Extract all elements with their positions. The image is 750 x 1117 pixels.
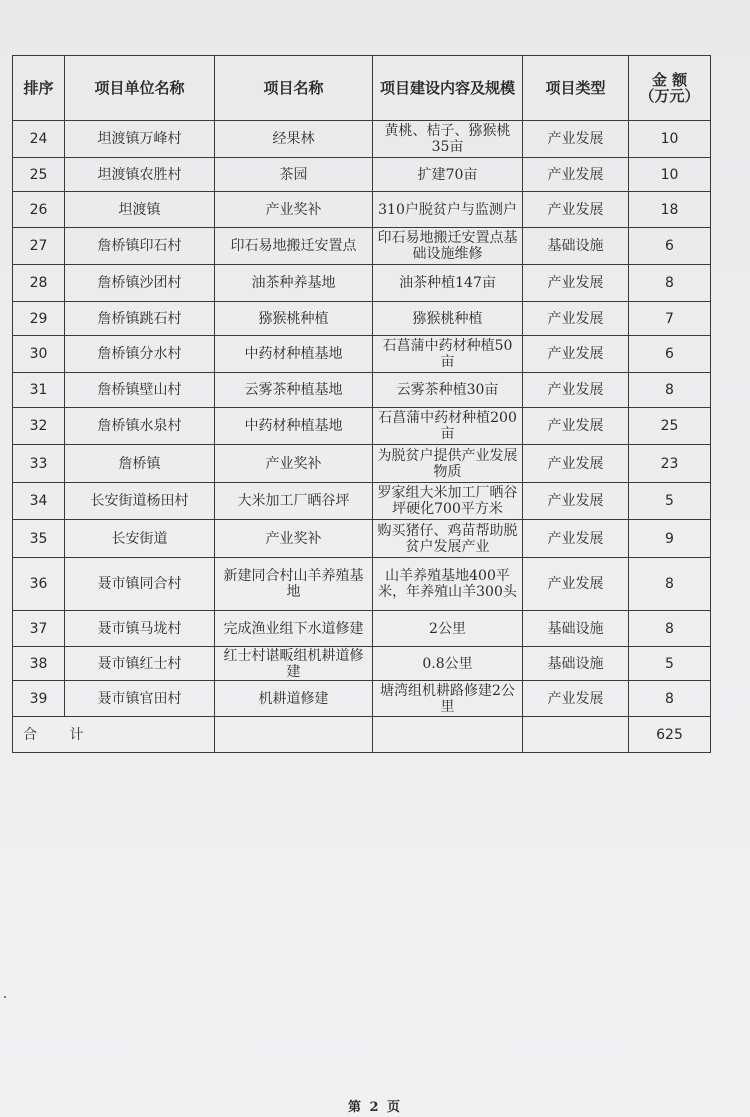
cell-unit: 詹桥镇水泉村: [65, 408, 215, 445]
cell-amount: 6: [629, 336, 711, 373]
cell-seq: 31: [13, 373, 65, 408]
total-empty-cell: [373, 717, 523, 753]
cell-content: 山羊养殖基地400平米，年养殖山羊300头: [373, 558, 523, 611]
cell-content: 罗家组大米加工厂晒谷坪硬化700平方米: [373, 483, 523, 520]
cell-unit: 长安街道杨田村: [65, 483, 215, 520]
table-row: [13, 445, 711, 483]
cell-unit: 聂市镇红士村: [65, 647, 215, 681]
total-empty-cell: [523, 717, 629, 753]
cell-type: 基础设施: [523, 611, 629, 647]
cell-unit: 詹桥镇分水村: [65, 336, 215, 373]
cell-unit: 坦渡镇万峰村: [65, 121, 215, 158]
cell-type: 产业发展: [523, 445, 629, 483]
cell-unit: 詹桥镇跳石村: [65, 302, 215, 336]
header-unit: 项目单位名称: [65, 56, 215, 121]
cell-content: 扩建70亩: [373, 158, 523, 192]
cell-seq: 30: [13, 336, 65, 373]
table-row: [13, 558, 711, 611]
cell-name: 机耕道修建: [215, 681, 373, 717]
cell-unit: 詹桥镇沙团村: [65, 265, 215, 302]
cell-name: 油茶种养基地: [215, 265, 373, 302]
cell-type: 产业发展: [523, 192, 629, 228]
cell-seq: 27: [13, 228, 65, 265]
cell-unit: 坦渡镇: [65, 192, 215, 228]
table-row: [13, 408, 711, 445]
table-row: [13, 483, 711, 520]
cell-amount: 5: [629, 647, 711, 681]
cell-content: 猕猴桃种植: [373, 302, 523, 336]
cell-name: 产业奖补: [215, 192, 373, 228]
cell-name: 中药材种植基地: [215, 336, 373, 373]
table-row: [13, 228, 711, 265]
cell-name: 中药材种植基地: [215, 408, 373, 445]
page-number: 第 2 页: [347, 1100, 403, 1115]
cell-name: 经果林: [215, 121, 373, 158]
cell-type: 产业发展: [523, 681, 629, 717]
table-row: [13, 520, 711, 558]
cell-name: 茶园: [215, 158, 373, 192]
cell-type: 产业发展: [523, 558, 629, 611]
table-row: [13, 373, 711, 408]
cell-amount: 9: [629, 520, 711, 558]
cell-amount: 8: [629, 265, 711, 302]
cell-unit: 聂市镇马垅村: [65, 611, 215, 647]
cell-type: 产业发展: [523, 520, 629, 558]
cell-seq: 26: [13, 192, 65, 228]
cell-name: 红士村谌畈组机耕道修建: [215, 647, 373, 681]
cell-name: 新建同合村山羊养殖基地: [215, 558, 373, 611]
cell-content: 310户脱贫户与监测户: [373, 192, 523, 228]
cell-type: 基础设施: [523, 228, 629, 265]
cell-unit: 聂市镇官田村: [65, 681, 215, 717]
cell-name: 猕猴桃种植: [215, 302, 373, 336]
table-row: [13, 302, 711, 336]
cell-unit: 詹桥镇壁山村: [65, 373, 215, 408]
cell-type: 产业发展: [523, 302, 629, 336]
cell-type: 产业发展: [523, 483, 629, 520]
table-row: [13, 265, 711, 302]
cell-seq: 32: [13, 408, 65, 445]
table-row: [13, 158, 711, 192]
total-amount: 625: [629, 717, 711, 753]
table-row: [13, 121, 711, 158]
cell-name: 大米加工厂晒谷坪: [215, 483, 373, 520]
cell-unit: 长安街道: [65, 520, 215, 558]
project-table: [12, 55, 711, 753]
header-name: 项目名称: [215, 56, 373, 121]
cell-type: 产业发展: [523, 158, 629, 192]
cell-seq: 39: [13, 681, 65, 717]
cell-unit: 詹桥镇: [65, 445, 215, 483]
cell-seq: 38: [13, 647, 65, 681]
cell-amount: 8: [629, 558, 711, 611]
cell-content: 为脱贫户提供产业发展物质: [373, 445, 523, 483]
cell-name: 产业奖补: [215, 445, 373, 483]
cell-type: 产业发展: [523, 336, 629, 373]
cell-amount: 8: [629, 681, 711, 717]
cell-amount: 8: [629, 373, 711, 408]
cell-seq: 29: [13, 302, 65, 336]
cell-content: 印石易地搬迁安置点基础设施维修: [373, 228, 523, 265]
cell-name: 印石易地搬迁安置点: [215, 228, 373, 265]
cell-amount: 18: [629, 192, 711, 228]
cell-type: 产业发展: [523, 265, 629, 302]
table-row: [13, 611, 711, 647]
header-type: 项目类型: [523, 56, 629, 121]
cell-type: 产业发展: [523, 373, 629, 408]
cell-name: 产业奖补: [215, 520, 373, 558]
table-body: [13, 121, 711, 717]
cell-amount: 8: [629, 611, 711, 647]
cell-name: 完成渔业组下水道修建: [215, 611, 373, 647]
cell-seq: 33: [13, 445, 65, 483]
header-content: 项目建设内容及规模: [373, 56, 523, 121]
table-row: [13, 336, 711, 373]
header-seq: 排序: [13, 56, 65, 121]
table-row: [13, 192, 711, 228]
total-row: [13, 717, 711, 753]
cell-content: 塘湾组机耕路修建2公里: [373, 681, 523, 717]
cell-amount: 5: [629, 483, 711, 520]
cell-seq: 36: [13, 558, 65, 611]
cell-amount: 10: [629, 121, 711, 158]
total-empty-cell: [215, 717, 373, 753]
cell-content: 石菖蒲中药材种植200亩: [373, 408, 523, 445]
cell-name: 云雾茶种植基地: [215, 373, 373, 408]
cell-seq: 28: [13, 265, 65, 302]
cell-amount: 10: [629, 158, 711, 192]
cell-content: 0.8公里: [373, 647, 523, 681]
cell-amount: 25: [629, 408, 711, 445]
cell-content: 购买猪仔、鸡苗帮助脱贫户发展产业: [373, 520, 523, 558]
total-label: 合 计: [13, 717, 215, 753]
cell-amount: 23: [629, 445, 711, 483]
cell-unit: 坦渡镇农胜村: [65, 158, 215, 192]
cell-seq: 34: [13, 483, 65, 520]
cell-content: 油茶种植147亩: [373, 265, 523, 302]
cell-type: 产业发展: [523, 121, 629, 158]
cell-amount: 6: [629, 228, 711, 265]
cell-content: 石菖蒲中药材种植50亩: [373, 336, 523, 373]
paper-speck: [4, 996, 6, 998]
cell-seq: 25: [13, 158, 65, 192]
cell-content: 云雾茶种植30亩: [373, 373, 523, 408]
cell-seq: 37: [13, 611, 65, 647]
header-amount: 金 额 （万元）: [629, 56, 711, 121]
cell-unit: 詹桥镇印石村: [65, 228, 215, 265]
cell-content: 黄桃、桔子、猕猴桃35亩: [373, 121, 523, 158]
cell-type: 基础设施: [523, 647, 629, 681]
table-row: [13, 681, 711, 717]
cell-amount: 7: [629, 302, 711, 336]
table-header-row: [13, 56, 711, 121]
cell-content: 2公里: [373, 611, 523, 647]
cell-seq: 24: [13, 121, 65, 158]
cell-seq: 35: [13, 520, 65, 558]
cell-type: 产业发展: [523, 408, 629, 445]
cell-unit: 聂市镇同合村: [65, 558, 215, 611]
table-row: [13, 647, 711, 681]
